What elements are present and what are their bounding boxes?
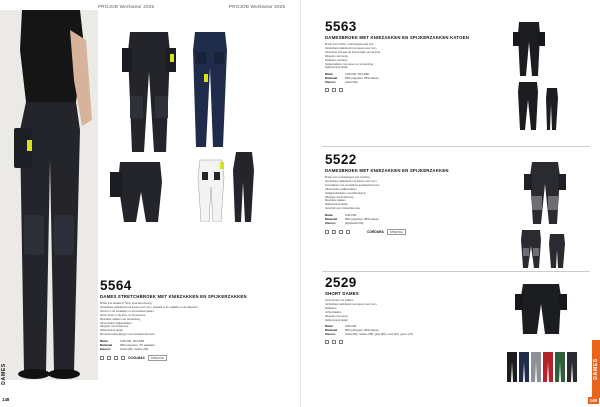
pocket-icon (339, 340, 343, 344)
wash-icon (107, 356, 111, 360)
spec-key: Kleuren (325, 80, 336, 85)
shorts-2529-main (515, 284, 567, 334)
model-photo (0, 10, 98, 380)
desc-line: Extra ruimte in de knie- en kruisruimte. (100, 313, 147, 317)
spec-value: zwart (99), marine (58) (120, 346, 149, 351)
spec-value: C36-C50 (345, 324, 357, 329)
spec-value: C36-C50 (345, 213, 357, 218)
feature-icons (100, 355, 295, 361)
product-number: 5563 (325, 19, 357, 34)
side-tab-label: DAMES (593, 358, 599, 380)
desc-line: Verstelbare tailleband met lussen voor riem. (325, 302, 378, 306)
desc-line: Ritsgulp met knoop. (325, 54, 349, 58)
spec-value: 65% polyester, 35% katoen (345, 328, 379, 333)
product-block-5564 (100, 278, 295, 361)
trousers-white-detail (198, 160, 224, 222)
desc-line: Verstelbare tailleband met lussen voor riem. (325, 46, 378, 50)
product-number: 5522 (325, 152, 357, 167)
spec-key: Materiaal (325, 328, 338, 333)
page-number-left: 148 (2, 397, 10, 402)
spec-key: Materiaal (325, 217, 338, 222)
wash-icon (332, 230, 336, 234)
spec-key: Materiaal (325, 76, 338, 81)
desc-line: Broek met elastisch, front- & lendenvoering. (100, 302, 153, 305)
trousers-front-black (122, 32, 176, 152)
trousers-5563-back (518, 82, 538, 130)
desc-line: Ritsgulp met knoop. (325, 314, 349, 318)
spec-key: Kleuren (325, 220, 336, 225)
wash-icon (332, 88, 336, 92)
product-specs (325, 73, 505, 85)
product-title: DAMESBROEK MET KNIEZAKKEN EN SPIJKERZAKKEN (325, 168, 449, 173)
product-block-5522 (325, 152, 505, 235)
side-tab-right (592, 340, 600, 398)
coolmax-logo: COOLMAX (128, 355, 145, 360)
care-icon (325, 230, 329, 234)
trousers-5522-side (549, 234, 565, 268)
desc-line: Afneembare spijkerzakken. (325, 187, 358, 191)
desc-line: Reflecterend detail. (325, 318, 349, 322)
spec-row (100, 348, 295, 352)
spec-key: Maten (325, 72, 334, 77)
running-head-right: PROJOB Workwear 2025 (229, 4, 286, 9)
desc-line: Ritsgulp met drukknoop. (325, 195, 354, 199)
desc-line: Broek met versterkingen van Cordura. (325, 176, 371, 179)
desc-line: Reflecterend detail. (325, 66, 349, 70)
spec-key: Materiaal (100, 343, 113, 348)
care-icon (325, 88, 329, 92)
stretch-logo: STRETCH (148, 355, 167, 361)
page-number-right: 149 (589, 398, 597, 403)
feature-icons (325, 340, 505, 344)
desc-line: Zijzakken met klep. (325, 58, 349, 62)
spec-value: C36-C50, D72-D96 (120, 339, 144, 344)
desc-line: Stretch in de zitvlakken en binnenbeennaden. (100, 309, 155, 313)
pocket-icon (339, 88, 343, 92)
product-description (100, 302, 295, 337)
product-images-2529 (505, 282, 591, 397)
desc-line: Reflecterend detail. (100, 329, 124, 333)
spec-value: 65% polyester, 35% katoen (345, 76, 379, 81)
desc-line: Kniezakken met verstelbare kniebeschermers. (325, 183, 381, 187)
desc-line: Meerdere zakken met versterking. (100, 317, 141, 321)
product-title: SHORT DAMES (325, 291, 359, 296)
desc-line: Met knieverstevigingen voor kniebeschermers. (100, 333, 156, 337)
product-gallery-5564 (100, 22, 296, 222)
product-block-5563 (325, 19, 505, 92)
care-icon (325, 340, 329, 344)
desc-line: Afneembare spijkerzakken. (100, 321, 133, 325)
desc-line: Reflecterend detail. (325, 203, 349, 207)
spec-key: Kleuren (100, 346, 111, 351)
product-number: 5564 (100, 278, 132, 293)
trousers-detail-black (110, 162, 162, 222)
desc-line: Ritsgulp met drukknoop. (100, 325, 129, 329)
shorts-2529-color-variants (507, 352, 577, 382)
spec-value: zwart (99) (345, 80, 358, 85)
running-head-left: PROJOB Workwear 2025 (98, 4, 155, 9)
product-title: DAMESBROEK MET KNIEZAKKEN EN SPIJKERZAKKEN KATOEN (325, 35, 470, 40)
desc-line: Achterzakken. (325, 310, 343, 314)
product-title: DAMES STRETCHBROEK MET KNIEZAKKEN EN SPIJKERZAKKEN (100, 294, 247, 299)
reflective-icon (346, 230, 350, 234)
cordura-logo: CORDURA (367, 229, 384, 234)
side-tab-label: DAMES (1, 363, 7, 385)
spec-key: Maten (325, 213, 334, 218)
pocket-icon (114, 356, 118, 360)
product-description (325, 176, 505, 211)
pocket-icon (339, 230, 343, 234)
desc-line: Versterkte stof aan de binnenzijde van de knie. (325, 50, 381, 54)
desc-line: Korte broek met zakken. (325, 299, 355, 302)
spec-key: Maten (325, 324, 334, 329)
trousers-5522-back (521, 230, 541, 268)
feature-icons (325, 88, 505, 92)
trousers-5563-front (513, 22, 545, 76)
desc-line: Veiligheidszakken met klittenband. (325, 191, 367, 195)
desc-line: Spijkerzakken met lussen en versterking. (325, 62, 374, 66)
product-specs (100, 340, 295, 352)
reflective-icon (121, 356, 125, 360)
care-icon (100, 356, 104, 360)
desc-line: Verstelbare tailleband met lussen voor riem. (325, 179, 378, 183)
feature-icons (325, 229, 505, 235)
product-images-5563 (505, 18, 565, 133)
spec-value: zwart (99), marine (58), grijs (90), rood (40), groen (37) (345, 332, 414, 337)
product-specs (325, 325, 505, 337)
trousers-5563-side (546, 88, 558, 130)
trousers-back-navy (193, 32, 227, 147)
desc-line: Meerdere zakken. (325, 199, 347, 203)
trousers-side-black (233, 152, 254, 222)
product-specs (325, 214, 505, 226)
side-tab-left (0, 345, 8, 403)
spec-row (325, 333, 505, 337)
desc-line: Geschikt voor industriële was. (325, 207, 361, 211)
spec-value: 65% polyester, 35% katoen (345, 217, 379, 222)
spec-row (325, 222, 505, 226)
product-block-2529 (325, 275, 505, 344)
wash-icon (332, 340, 336, 344)
product-number: 2529 (325, 275, 357, 290)
trousers-5522-front (524, 162, 566, 224)
spec-value: C36-C50, D72-D96 (345, 72, 369, 77)
spec-key: Maten (100, 339, 109, 344)
spec-key: Kleuren (325, 332, 336, 337)
desc-line: Broek met zachte, vochtregulerende stof. (325, 43, 374, 46)
desc-line: Verstelbare tailleband met lussen voor riem, elastiek in de rugtaille en de zijkanten. (100, 305, 199, 309)
product-description (325, 299, 505, 322)
spec-row (325, 81, 505, 85)
spec-value: grijs/zwart (92) (345, 220, 364, 225)
product-description (325, 43, 505, 70)
desc-line: Zijzakken. (325, 306, 338, 310)
spec-value: 93% polyester, 7% elastaan (120, 343, 155, 348)
stretch-logo: STRETCH (387, 229, 406, 235)
product-images-5522 (520, 158, 580, 270)
